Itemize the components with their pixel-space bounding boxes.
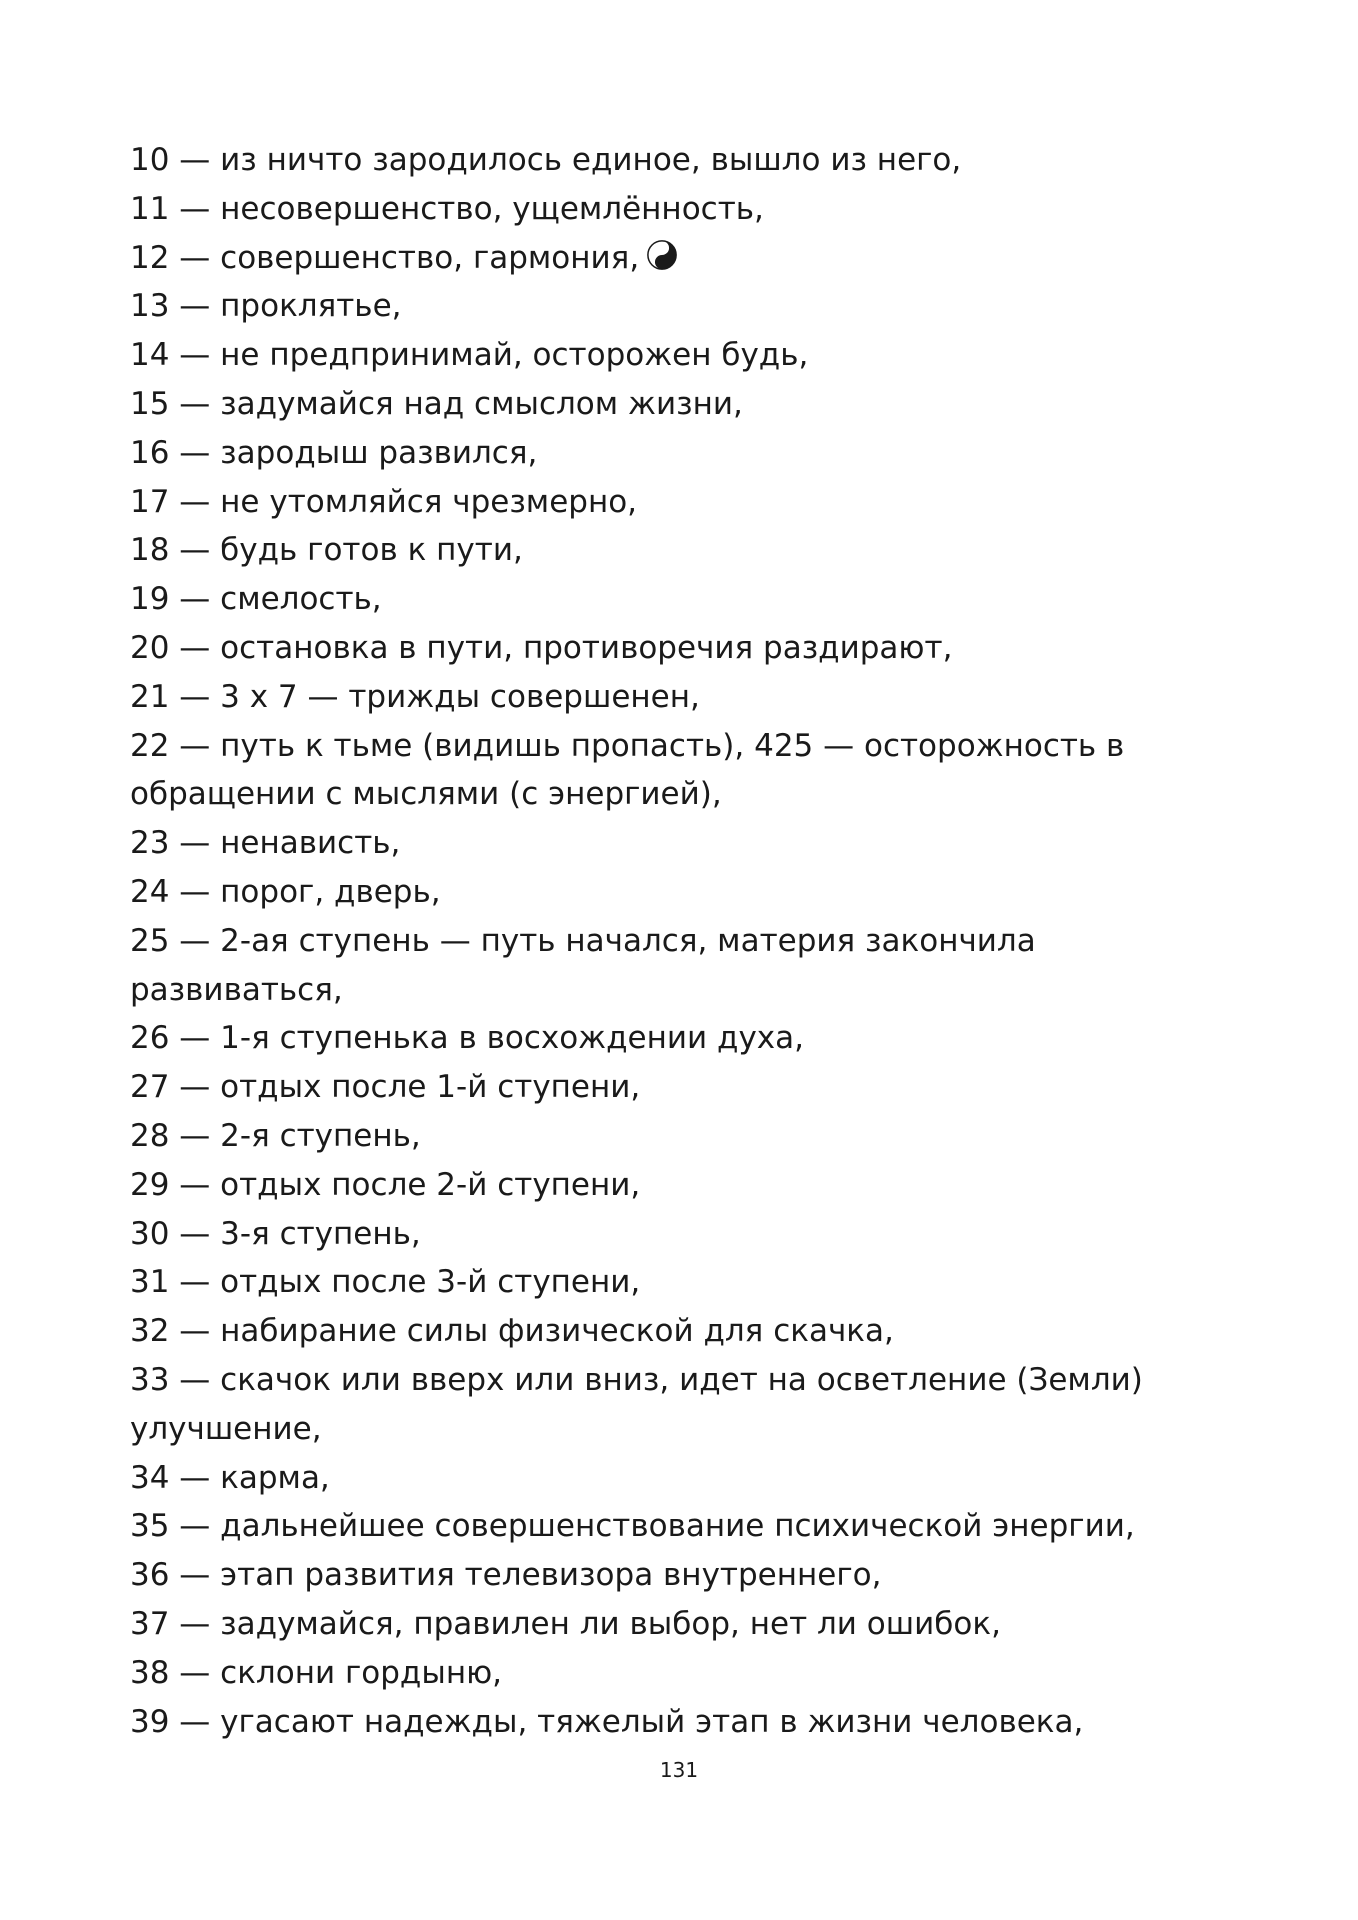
text-line-37: 37 — задумайся, правилен ли выбор, нет ли ошибок, [130, 1605, 1001, 1642]
text-line-10: 10 — из ничто зародилось единое, вышло из него, [130, 142, 962, 178]
text-line-22-continued: обращении с мыслями (с энергией), [130, 776, 722, 813]
text-line-30: 30 — 3-я ступень, [130, 1215, 421, 1252]
text-line-23: 23 — ненависть, [130, 825, 401, 862]
text-line-32: 32 — набирание силы физической для скачка, [130, 1313, 894, 1350]
text-line-19: 19 — смелость, [130, 581, 382, 618]
text-line-12 [130, 234, 1200, 283]
text-line-39: 39 — угасают надежды, тяжелый этап в жизни человека, [130, 1703, 1084, 1740]
yin-yang-icon [647, 240, 677, 270]
text-line-27: 27 — отдых после 1-й ступени, [130, 1069, 641, 1106]
text-line-17: 17 — не утомляйся чрезмерно, [130, 483, 638, 520]
text-line-29: 29 — отдых после 2-й ступени, [130, 1166, 641, 1203]
text-line-34: 34 — карма, [130, 1459, 330, 1496]
text-line-38: 38 — склони гордыню, [130, 1654, 503, 1691]
text-line-11: 11 — несовершенство, ущемлённость, [130, 190, 764, 227]
text-line-36: 36 — этап развития телевизора внутреннего, [130, 1557, 882, 1594]
text-line-21: 21 — 3 х 7 — трижды совершенен, [130, 678, 700, 715]
text-line-28: 28 — 2-я ступень, [130, 1117, 421, 1154]
text-line-26: 26 — 1-я ступенька в восхождении духа, [130, 1020, 805, 1057]
text-line-25-continued: развиваться, [130, 971, 343, 1008]
text-line-15: 15 — задумайся над смыслом жизни, [130, 385, 743, 422]
text-line-33-continued: улучшение, [130, 1410, 322, 1447]
text-block [130, 136, 1200, 1746]
text-line-33: 33 — скачок или вверх или вниз, идет на осветление (Земли) [130, 1361, 1143, 1398]
text-line-35: 35 — дальнейшее совершенствование психической энергии, [130, 1508, 1135, 1545]
text-line-14: 14 — не предпринимай, осторожен будь, [130, 337, 809, 374]
text-line-24: 24 — порог, дверь, [130, 873, 441, 910]
text-line-16: 16 — зародыш развился, [130, 434, 538, 471]
text-line-12-text: 12 — совершенство, гармония, [130, 239, 640, 276]
text-line-31: 31 — отдых после 3-й ступени, [130, 1264, 641, 1301]
text-line-20: 20 — остановка в пути, противоречия раздирают, [130, 629, 953, 666]
text-line-22: 22 — путь к тьме (видишь пропасть), 425 — осторожность в [130, 727, 1125, 764]
text-line-18: 18 — будь готов к пути, [130, 532, 523, 569]
page-number: 131 [659, 1758, 699, 1782]
text-line-13: 13 — проклятье, [130, 288, 402, 325]
text-line-25: 25 — 2-ая ступень — путь начался, материя закончила [130, 922, 1036, 959]
